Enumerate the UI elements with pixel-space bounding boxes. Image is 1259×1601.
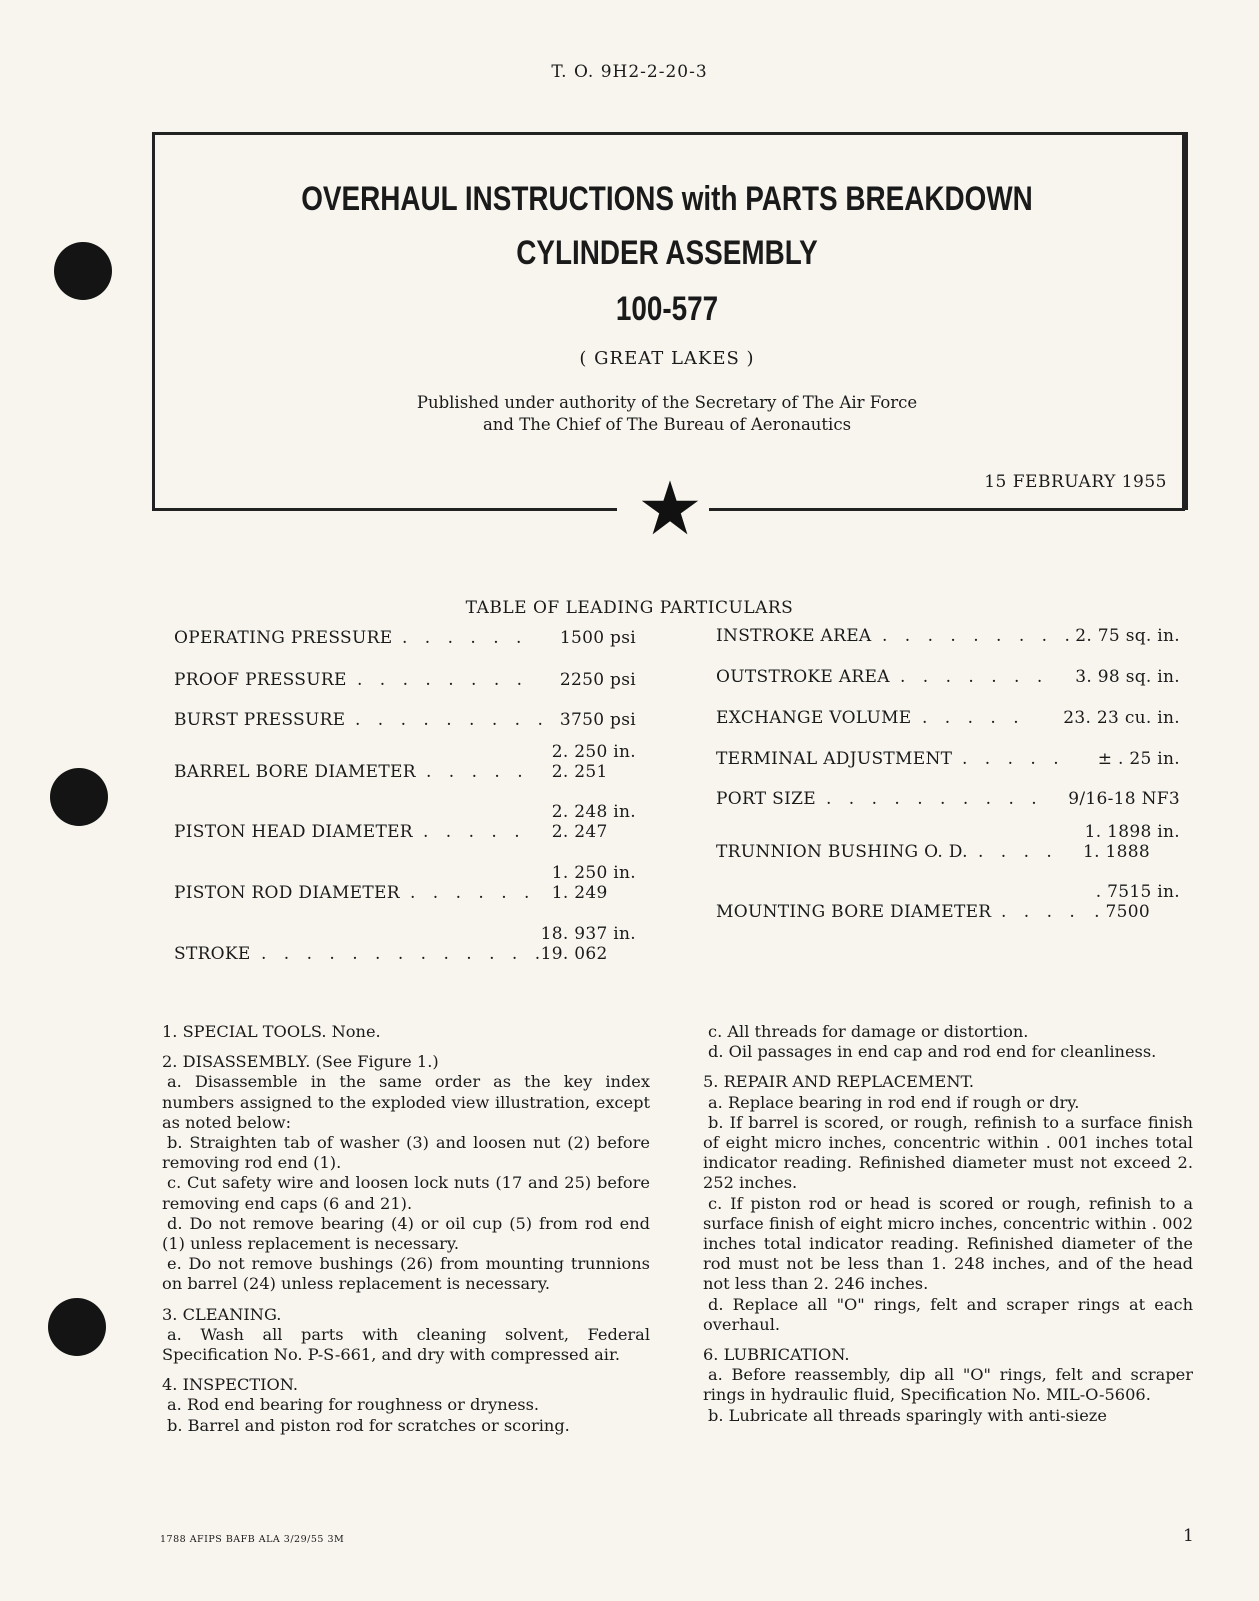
particular-leader-dots: . . . . . . . . . (882, 626, 1076, 646)
paragraph: a. Rod end bearing for roughness or dryness. (167, 1395, 540, 1415)
paragraph: c. Cut safety wire and loosen lock nuts (17 and 25) before removing end caps (6 and 21). (162, 1173, 650, 1213)
particular-value (560, 670, 636, 690)
particular-label: OUTSTROKE AREA (716, 667, 890, 687)
particular-value-max: 9/16-18 NF3 (1068, 789, 1180, 809)
particular-value-max: 3. 98 sq. in. (1075, 667, 1180, 687)
particular-row-left (174, 863, 636, 923)
particular-leader-dots: . . . . (1001, 902, 1081, 922)
paragraph: d. Oil passages in end cap and rod end for cleanliness. (708, 1042, 1157, 1062)
particular-leader-dots: . . . . . (426, 762, 529, 782)
particular-value-min: 2. 247 (551, 822, 608, 842)
particular-leader-dots: . . . . . (962, 749, 1065, 769)
particular-value-max: 23. 23 cu. in. (1063, 708, 1180, 728)
print-code: 1788 AFIPS BAFB ALA 3/29/55 3M (160, 1534, 345, 1545)
paragraph: b. Straighten tab of washer (3) and loosen nut (2) before removing rod end (1). (162, 1133, 650, 1173)
binder-hole-middle (50, 768, 108, 826)
particular-leader-dots: . . . . . . (410, 883, 536, 903)
particular-row-right (716, 626, 1180, 666)
body-column-left (162, 1022, 650, 1436)
particular-value-max: 2. 75 sq. in. (1075, 626, 1180, 646)
particular-row-right (716, 822, 1180, 882)
particular-value (560, 628, 636, 648)
particular-label: MOUNTING BORE DIAMETER (716, 902, 992, 922)
particular-leader-dots: . . . . . . . (900, 667, 1049, 687)
authority-line-1: Published under authority of the Secretary of The Air Force (416, 393, 918, 412)
particular-row-left (174, 628, 636, 668)
particular-row-right (716, 667, 1180, 707)
body-column-right (703, 1022, 1193, 1426)
paragraph: e. Do not remove bushings (26) from mounting trunnions on barrel (24) unless replacement is necessary. (162, 1254, 650, 1294)
particular-row-right (716, 749, 1180, 789)
section-heading: 3. CLEANING. (162, 1304, 282, 1324)
section-heading: 6. LUBRICATION. (703, 1345, 850, 1365)
document-subtitle: CYLINDER ASSEMBLY (516, 234, 818, 272)
section-heading: 2. DISASSEMBLY. (See Figure 1.) (162, 1052, 439, 1072)
particular-value-max: 1500 psi (559, 628, 636, 648)
particular-value (1075, 626, 1180, 646)
section-heading: 4. INSPECTION. (162, 1375, 299, 1395)
particulars-title: TABLE OF LEADING PARTICULARS (465, 598, 794, 618)
particular-leader-dots: . . . . . . . . (357, 670, 529, 690)
part-number: 100-577 (615, 290, 719, 328)
particular-label: TRUNNION BUSHING O. D. (716, 842, 968, 862)
particular-row-right (716, 882, 1180, 942)
paragraph: b. Lubricate all threads sparingly with anti-sieze (708, 1405, 1107, 1425)
particular-value (1068, 789, 1180, 809)
particular-row-left (174, 670, 636, 710)
particular-leader-dots: . . . . . (423, 822, 526, 842)
paragraph: a. Replace bearing in rod end if rough or dry. (708, 1092, 1080, 1112)
particular-value-max: . 7515 in. (1095, 882, 1180, 902)
binder-hole-top (54, 242, 112, 300)
particular-label: EXCHANGE VOLUME (716, 708, 912, 728)
particular-leader-dots: . . . . . . . . . (355, 710, 549, 730)
particular-label: PROOF PRESSURE (174, 670, 347, 690)
particular-value (560, 710, 636, 730)
publication-date: 15 FEBRUARY 1955 (984, 472, 1167, 492)
star-icon (640, 478, 700, 538)
document-title: OVERHAUL INSTRUCTIONS with PARTS BREAKDOWN (301, 180, 1033, 218)
particular-label: PORT SIZE (716, 789, 816, 809)
particular-value (541, 924, 636, 964)
paragraph: a. Disassemble in the same order as the key index numbers assigned to the exploded view illustration, except as noted below: (162, 1072, 650, 1132)
paragraph: b. If barrel is scored, or rough, refinish to a surface finish of eight micro inches, concentric within . 001 inches total indicator reading. Refinished diameter must not exceed 2. 252 inches. (703, 1112, 1193, 1193)
particular-label: BURST PRESSURE (174, 710, 346, 730)
particular-row-left (174, 924, 636, 984)
paragraph: a. Before reassembly, dip all "O" rings, felt and scraper rings in hydraulic fluid, Specification No. MIL-O-5606. (703, 1365, 1193, 1405)
particular-row-left (174, 742, 636, 802)
title-box-edge (1182, 132, 1185, 510)
paragraph: c. All threads for damage or distortion. (708, 1022, 1029, 1041)
particular-value-max: 2. 248 in. (551, 802, 636, 822)
particular-leader-dots: . . . . . . . . . . (826, 789, 1043, 809)
particular-value-min: 1. 1888 (1083, 842, 1150, 862)
particular-label: PISTON ROD DIAMETER (174, 883, 400, 903)
particular-value-max: 1. 250 in. (551, 863, 636, 883)
particular-value-max: 18. 937 in. (540, 924, 636, 944)
title-box-rule-right (709, 508, 1185, 511)
technical-order-number: T. O. 9H2-2-20-3 (551, 62, 708, 82)
page-number: 1 (1183, 1526, 1194, 1546)
paragraph: c. If piston rod or head is scored or rough, refinish to a surface finish of eight micro inches, concentric within . 002 inches total indicator reading. Refinished diameter of the rod must not be less than 1. 248 inches, and of the head not less than 2. 246 inches. (703, 1193, 1193, 1294)
section-heading: 5. REPAIR AND REPLACEMENT. (703, 1072, 975, 1092)
particular-value-min: 2. 251 (551, 762, 608, 782)
particular-value (1083, 822, 1180, 862)
particular-value (552, 863, 636, 903)
particular-value-min: . 7500 (1094, 902, 1150, 922)
particular-value-min: 1. 249 (551, 883, 608, 903)
particular-value-max: 3750 psi (559, 710, 636, 730)
section-heading: 1. SPECIAL TOOLS. None. (162, 1022, 381, 1041)
binder-hole-bottom (48, 1298, 106, 1356)
particular-value (1094, 882, 1180, 922)
particular-row-right (716, 708, 1180, 748)
particular-value-max: 2. 250 in. (551, 742, 636, 762)
particular-leader-dots: . . . . . . . . . . . . . (261, 944, 547, 964)
authority-statement (152, 392, 1182, 436)
particular-leader-dots: . . . . . . (402, 628, 528, 648)
authority-line-2: and The Chief of The Bureau of Aeronautics (482, 415, 852, 434)
particular-value-max: 2250 psi (559, 670, 636, 690)
particular-value (552, 742, 636, 782)
particular-value-max: 1. 1898 in. (1084, 822, 1180, 842)
particular-label: INSTROKE AREA (716, 626, 872, 646)
particular-value (1075, 667, 1180, 687)
particular-label: PISTON HEAD DIAMETER (174, 822, 413, 842)
paragraph: a. Wash all parts with cleaning solvent, Federal Specification No. P-S-661, and dry with compressed air. (162, 1324, 650, 1365)
paragraph: d. Replace all "O" rings, felt and scraper rings at each overhaul. (703, 1294, 1193, 1334)
manufacturer: ( GREAT LAKES ) (579, 348, 755, 369)
particular-label: OPERATING PRESSURE (174, 628, 393, 648)
paragraph: d. Do not remove bearing (4) or oil cup (5) from rod end (1) unless replacement is necessary. (162, 1213, 650, 1254)
particular-value (1098, 749, 1180, 769)
particular-leader-dots: . . . . . (922, 708, 1025, 728)
particular-value-min: 19. 062 (540, 944, 608, 964)
title-box-rule-left (152, 508, 617, 511)
paragraph: b. Barrel and piston rod for scratches or scoring. (167, 1415, 570, 1435)
particular-label: BARREL BORE DIAMETER (174, 762, 416, 782)
particular-value-max: ± . 25 in. (1097, 749, 1180, 769)
particular-value (552, 802, 636, 842)
particular-label: STROKE (174, 944, 251, 964)
particular-label: TERMINAL ADJUSTMENT (716, 749, 953, 769)
particular-leader-dots: . . . . (978, 842, 1058, 862)
particular-row-left (174, 802, 636, 862)
particular-value (1063, 708, 1180, 728)
